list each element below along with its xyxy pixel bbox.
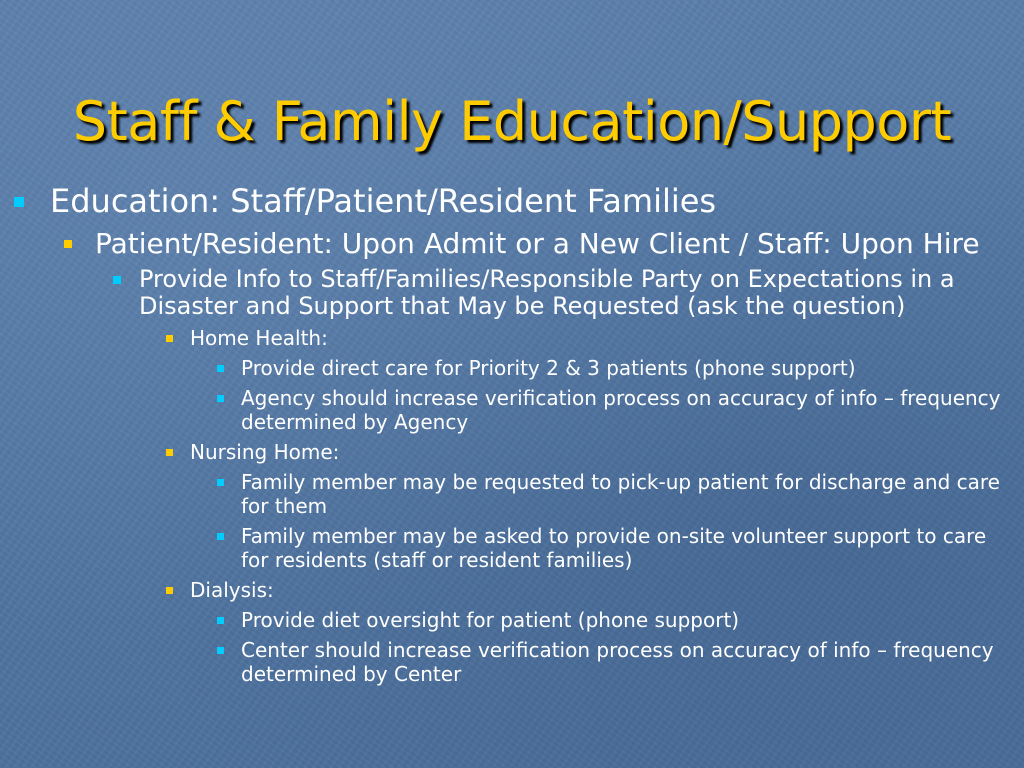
bullet-family-pickup	[0, 470, 1024, 518]
cyan-square-bullet-icon	[217, 365, 224, 372]
bullet-nursing-home	[0, 440, 1024, 464]
bullet-list	[0, 182, 1024, 686]
bullet-direct-care	[0, 356, 1024, 380]
yellow-square-bullet-icon	[166, 335, 173, 342]
bullet-text: Family member may be asked to provide on-site volunteer support to care for residents (staff or resident families)	[241, 524, 987, 572]
slide-title: Staff & Family Education/Support	[72, 90, 952, 153]
bullet-text: Provide direct care for Priority 2 & 3 patients (phone support)	[241, 356, 856, 380]
bullet-text: Family member may be requested to pick-up patient for discharge and care for them	[241, 470, 1000, 518]
bullet-text: Nursing Home:	[190, 440, 340, 464]
cyan-square-bullet-icon	[113, 276, 121, 284]
yellow-square-bullet-icon	[166, 587, 173, 594]
bullet-education	[0, 182, 1024, 220]
yellow-square-bullet-icon	[166, 449, 173, 456]
bullet-provide-info	[0, 266, 1024, 320]
bullet-dialysis	[0, 578, 1024, 602]
cyan-square-bullet-icon	[217, 479, 224, 486]
yellow-square-bullet-icon	[64, 240, 72, 248]
bullet-patient-resident	[0, 228, 1024, 260]
bullet-text: Provide Info to Staff/Families/Responsible Party on Expectations in a Disaster and Support that May be Requested (ask the question)	[139, 265, 955, 320]
cyan-square-bullet-icon	[217, 395, 224, 402]
bullet-center-verification	[0, 638, 1024, 686]
bullet-text: Education: Staff/Patient/Resident Families	[50, 182, 717, 220]
bullet-text: Home Health:	[190, 326, 328, 350]
bullet-text: Dialysis:	[190, 578, 274, 602]
cyan-square-bullet-icon	[14, 197, 24, 207]
bullet-text: Center should increase verification process on accuracy of info – frequency determined by Center	[241, 638, 994, 686]
cyan-square-bullet-icon	[217, 617, 224, 624]
bullet-text: Patient/Resident: Upon Admit or a New Client / Staff: Upon Hire	[95, 227, 980, 260]
bullet-home-health	[0, 326, 1024, 350]
bullet-diet-oversight	[0, 608, 1024, 632]
cyan-square-bullet-icon	[217, 533, 224, 540]
bullet-family-volunteer	[0, 524, 1024, 572]
bullet-agency-verification	[0, 386, 1024, 434]
cyan-square-bullet-icon	[217, 647, 224, 654]
bullet-text: Provide diet oversight for patient (phone support)	[241, 608, 740, 632]
bullet-text: Agency should increase verification process on accuracy of info – frequency determined by Agency	[241, 386, 1001, 434]
